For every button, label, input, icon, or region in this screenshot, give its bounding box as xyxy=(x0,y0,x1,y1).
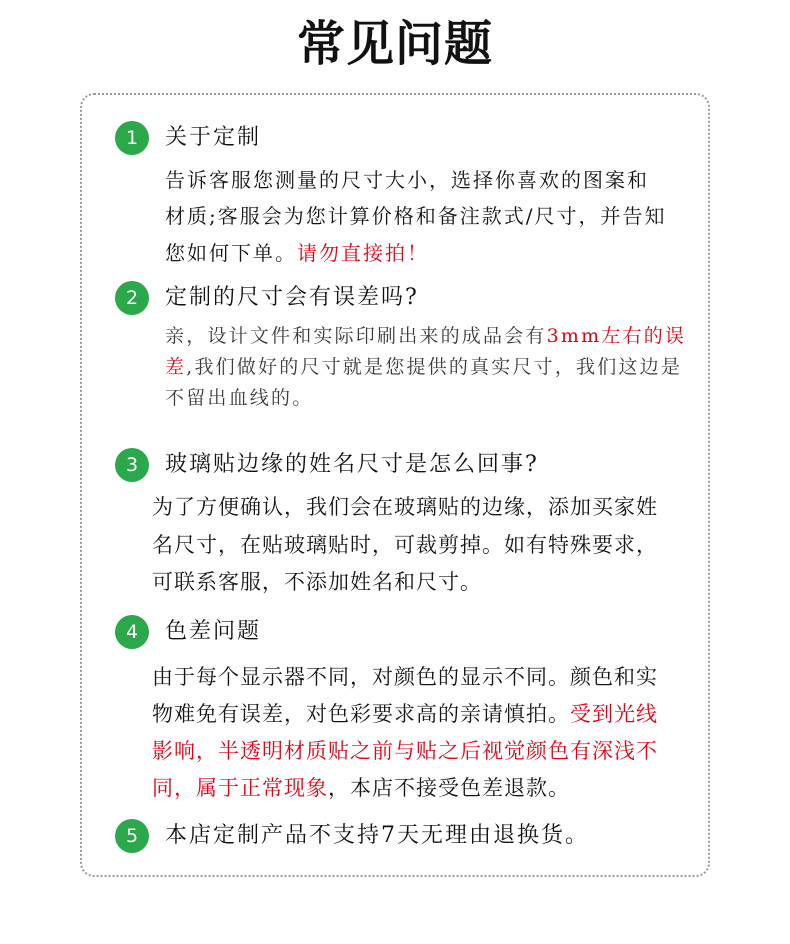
body-text: 由于每个显示器不同，对颜色的显示不同。颜色和实 xyxy=(152,665,658,689)
page-title: 常见问题 xyxy=(296,16,493,72)
faq-5-number-badge: 5 xyxy=(115,819,149,853)
faq-1-body-line xyxy=(165,238,429,268)
body-text: 告诉客服您测量的尺寸大小，选择你喜欢的图案和 xyxy=(165,168,649,192)
faq-4-body-line xyxy=(152,736,658,766)
faq-1-body-line xyxy=(165,165,649,195)
faq-1-body-line xyxy=(165,201,666,231)
faq-2-body-line xyxy=(165,383,313,413)
faq-2-heading: 定制的尺寸会有误差吗? xyxy=(165,285,419,310)
body-text: 您如何下单。 xyxy=(165,241,297,265)
highlight-text: 差 xyxy=(165,356,187,378)
body-text: 可联系客服，不添加姓名和尺寸。 xyxy=(152,570,482,594)
body-text: ,我们做好的尺寸就是您提供的真实尺寸，我们这边是 xyxy=(186,356,683,378)
faq-3-body-line xyxy=(152,530,658,560)
highlight-text: 请勿直接拍！ xyxy=(297,241,429,265)
faq-2-number-badge: 2 xyxy=(115,281,149,315)
body-text: 亲，设计文件和实际印刷出来的成品会有 xyxy=(165,325,547,347)
faq-2-body-line xyxy=(165,352,682,382)
faq-4-body-line xyxy=(152,699,658,729)
faq-5-heading: 本店定制产品不支持7天无理由退换货。 xyxy=(165,823,589,848)
highlight-text: 3mm左右的误 xyxy=(546,325,687,347)
faq-2-body-line xyxy=(165,321,686,351)
highlight-text: 同，属于正常现象 xyxy=(152,776,328,800)
body-text: 不留出血线的。 xyxy=(165,387,314,409)
faq-3-body-line xyxy=(152,567,482,597)
faq-4-number-badge: 4 xyxy=(115,615,149,649)
faq-1-number-badge: 1 xyxy=(115,121,149,155)
faq-1-heading: 关于定制 xyxy=(165,125,262,150)
body-text: ，本店不接受色差退款。 xyxy=(328,776,570,800)
body-text: 物难免有误差，对色彩要求高的亲请慎拍。 xyxy=(152,702,570,726)
faq-3-number-badge: 3 xyxy=(115,448,149,482)
faq-3-heading: 玻璃贴边缘的姓名尺寸是怎么回事? xyxy=(165,452,539,477)
faq-4-heading: 色差问题 xyxy=(165,619,262,644)
body-text: 名尺寸，在贴玻璃贴时，可裁剪掉。如有特殊要求， xyxy=(152,533,658,557)
faq-4-body-line xyxy=(152,662,658,692)
faq-4-body-line xyxy=(152,773,570,803)
highlight-text: 影响，半透明材质贴之前与贴之后视觉颜色有深浅不 xyxy=(152,739,658,763)
body-text: 材质;客服会为您计算价格和备注款式/尺寸，并告知 xyxy=(165,204,667,228)
faq-3-body-line xyxy=(152,492,658,522)
body-text: 为了方便确认，我们会在玻璃贴的边缘，添加买家姓 xyxy=(152,495,658,519)
highlight-text: 受到光线 xyxy=(570,702,658,726)
